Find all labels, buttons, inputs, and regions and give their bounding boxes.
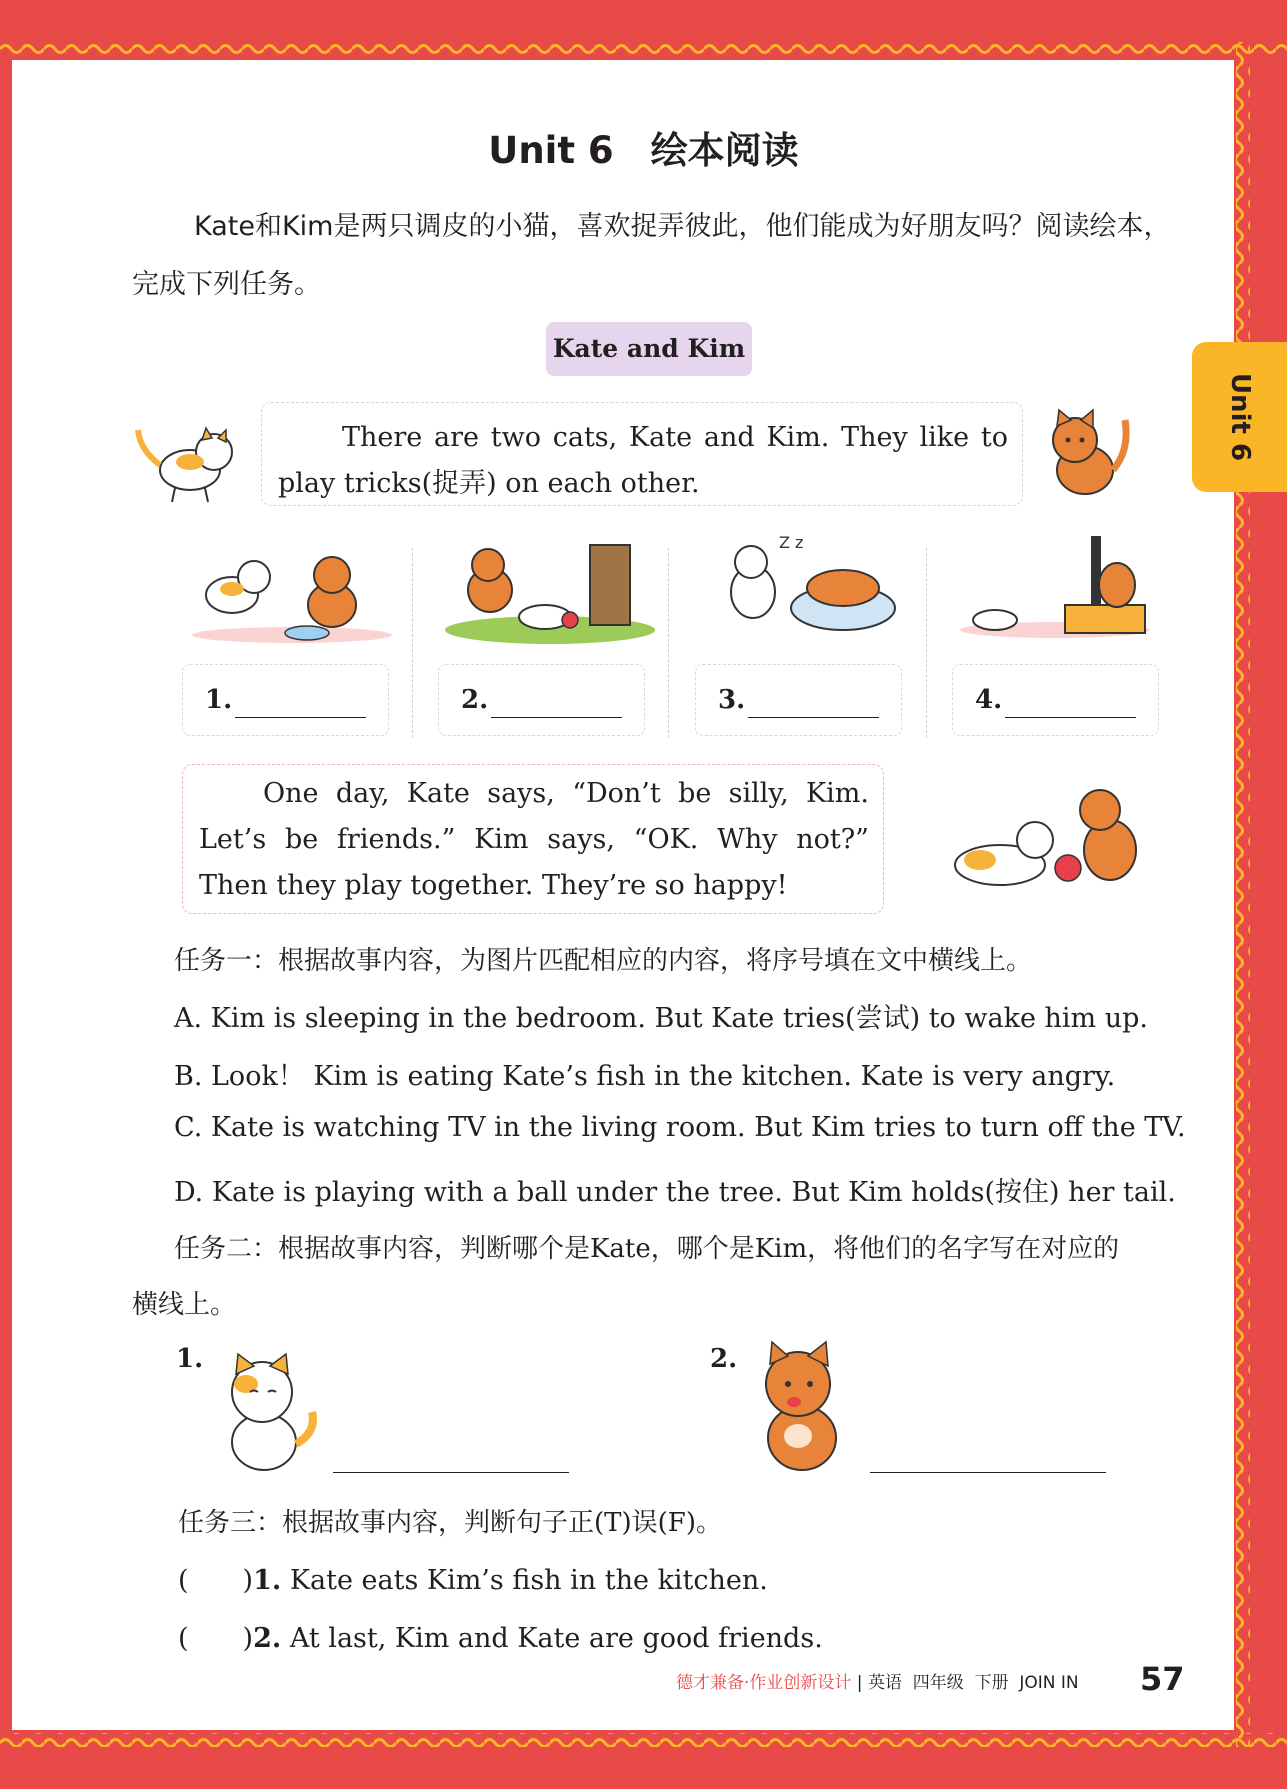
story-intro-text: There are two cats, Kate and Kim. They like to play tricks(捉弄) on each other. <box>278 422 1008 499</box>
task1-option-b: B. Look！ Kim is eating Kate’s fish in the kitchen. Kate is very angry. <box>174 1061 1116 1092</box>
unit-side-tab: Unit 6 <box>1192 342 1287 492</box>
task1-option-a: A. Kim is sleeping in the bedroom. But Kate tries(尝试) to wake him up. <box>174 1003 1148 1034</box>
task1-option-d: D. Kate is playing with a ball under the tree. But Kim holds(按住) her tail. <box>174 1177 1176 1208</box>
task1-option-c: C. Kate is watching TV in the living room. But Kim tries to turn off the TV. <box>174 1112 1186 1143</box>
story-end-box <box>182 764 884 914</box>
task2-heading: 任务二：根据故事内容，判断哪个是Kate，哪个是Kim，将他们的名字写在对应的 <box>174 1234 1120 1264</box>
panel-divider <box>926 548 927 738</box>
task2-number-1: 1. <box>176 1344 204 1374</box>
svg-text:Z z: Z z <box>779 533 804 552</box>
orange-cat-kim-icon <box>746 1340 856 1475</box>
task2-number-2: 2. <box>710 1344 738 1374</box>
answer-blank-1[interactable] <box>235 717 366 718</box>
intro-text: Kate和Kim是两只调皮的小猫，喜欢捉弄彼此，他们能成为好朋友吗？阅读绘本，完成下列任务。 <box>132 211 1171 300</box>
task1-heading: 任务一：根据故事内容，为图片匹配相应的内容，将序号填在文中横线上。 <box>174 946 1033 976</box>
story-intro-box <box>261 402 1023 506</box>
page-number: 57 <box>1140 1660 1185 1698</box>
answer-box-3: 3. <box>695 664 902 736</box>
panel-divider <box>412 548 413 738</box>
answer-blank-2[interactable] <box>491 717 622 718</box>
panel-divider <box>668 548 669 738</box>
answer-blank-4[interactable] <box>1005 717 1136 718</box>
page-footer: 德才兼备·作业创新设计 | 英语 四年级 下册 JOIN IN <box>676 1673 1079 1693</box>
kim-name-blank[interactable] <box>870 1472 1106 1473</box>
page-title: Unit 6 绘本阅读 <box>488 129 799 172</box>
picture-1-fish-scene <box>182 535 402 645</box>
story-title: Kate and Kim <box>546 322 752 376</box>
white-cat-kate-icon <box>212 1352 322 1474</box>
picture-2-tree-scene <box>440 535 660 645</box>
orange-cat-kim-icon <box>1035 400 1135 505</box>
answer-box-4: 4. <box>952 664 1159 736</box>
task3-heading: 任务三：根据故事内容，判断句子正(T)误(F)。 <box>178 1508 722 1538</box>
answer-blank-3[interactable] <box>748 717 879 718</box>
answer-box-2: 2. <box>438 664 645 736</box>
picture-3-basket-scene <box>693 530 913 645</box>
cats-playing-ball-icon <box>940 780 1155 895</box>
story-end-text: One day, Kate says, “Don’t be silly, Kim. Let’s be friends.” Kim says, “OK. Why not?” Then they play together. They’re so happy! <box>199 778 869 901</box>
tf-answer-paren-2[interactable]: ( ) <box>178 1623 254 1654</box>
task3-item-1: ( )1. Kate eats Kim’s fish in the kitchen. <box>178 1565 768 1596</box>
task2-heading-cont: 横线上。 <box>132 1290 237 1320</box>
white-cat-kate-icon <box>130 410 245 505</box>
tf-answer-paren-1[interactable]: ( ) <box>178 1565 254 1596</box>
task3-item-2: ( )2. At last, Kim and Kate are good friends. <box>178 1623 823 1654</box>
kate-name-blank[interactable] <box>333 1472 569 1473</box>
picture-4-tv-scene <box>955 530 1155 645</box>
answer-box-1: 1. <box>182 664 389 736</box>
